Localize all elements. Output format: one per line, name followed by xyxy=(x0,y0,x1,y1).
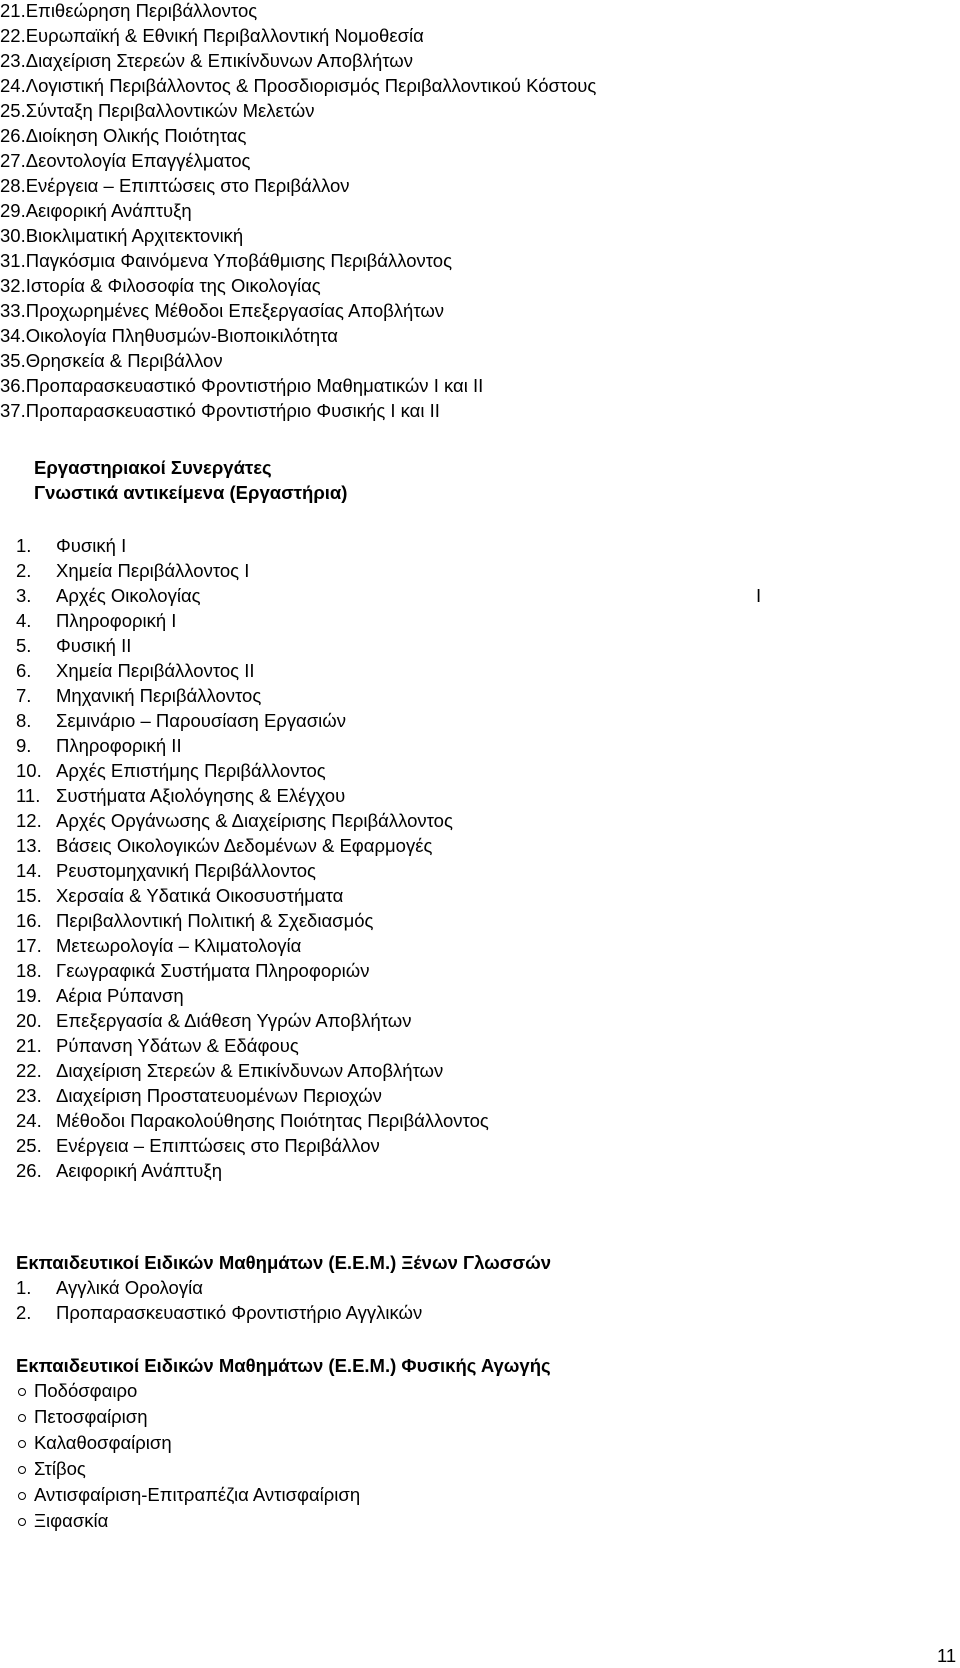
list-item: 7. Μηχανική Περιβάλλοντος xyxy=(16,685,262,706)
page-number: 11 xyxy=(937,1645,957,1666)
list-item: 2. Χημεία Περιβάλλοντος Ι xyxy=(16,560,250,581)
list-item: 34.Οικολογία Πληθυσμών-Βιοποικιλότητα xyxy=(0,325,338,346)
list-item: 15. Χερσαία & Υδατικά Οικοσυστήματα xyxy=(16,885,344,906)
list-item: 20. Επεξεργασία & Διάθεση Υγρών Αποβλήτων xyxy=(16,1010,412,1031)
list-item: 19. Αέρια Ρύπανση xyxy=(16,985,184,1006)
bullet-icon xyxy=(18,1414,26,1422)
list-item: 5. Φυσική ΙΙ xyxy=(16,635,132,656)
bullet-item: Αντισφαίριση-Επιτραπέζια Αντισφαίριση xyxy=(0,1484,900,1506)
stray-char: Ι xyxy=(756,585,762,606)
list-item: 26. Αειφορική Ανάπτυξη xyxy=(16,1160,222,1181)
list-item: 9. Πληροφορική ΙΙ xyxy=(16,735,182,756)
list-item: 28.Ενέργεια – Επιπτώσεις στο Περιβάλλον xyxy=(0,175,350,196)
list-item: 37.Προπαρασκευαστικό Φροντιστήριο Φυσικής Ι και ΙΙ xyxy=(0,400,440,421)
list-item: 25.Σύνταξη Περιβαλλοντικών Μελετών xyxy=(0,100,315,121)
section-heading-languages: Εκπαιδευτικοί Ειδικών Μαθημάτων (Ε.Ε.Μ.) Ξένων Γλωσσών xyxy=(16,1252,552,1273)
list-item: 14. Ρευστομηχανική Περιβάλλοντος xyxy=(16,860,316,881)
list-item: 17. Μετεωρολογία – Κλιματολογία xyxy=(16,935,302,956)
list-item: 1. Αγγλικά Ορολογία xyxy=(16,1277,203,1298)
bullet-icon xyxy=(18,1388,26,1396)
list-item: 21.Επιθεώρηση Περιβάλλοντος xyxy=(0,0,258,21)
bullet-icon xyxy=(18,1440,26,1448)
bullet-item: Στίβος xyxy=(0,1458,900,1480)
list-item: 21. Ρύπανση Υδάτων & Εδάφους xyxy=(16,1035,299,1056)
list-item: 25. Ενέργεια – Επιπτώσεις στο Περιβάλλον xyxy=(16,1135,380,1156)
bullet-icon xyxy=(18,1492,26,1500)
list-item: 13. Βάσεις Οικολογικών Δεδομένων & Εφαρμογές xyxy=(16,835,433,856)
list-item: 12. Αρχές Οργάνωσης & Διαχείρισης Περιβάλλοντος xyxy=(16,810,453,831)
list-item: 26.Διοίκηση Ολικής Ποιότητας xyxy=(0,125,247,146)
bullet-icon xyxy=(18,1518,26,1526)
list-item: 22.Ευρωπαϊκή & Εθνική Περιβαλλοντική Νομοθεσία xyxy=(0,25,424,46)
list-item: 1. Φυσική Ι xyxy=(16,535,127,556)
section-subheading-lab: Γνωστικά αντικείμενα (Εργαστήρια) xyxy=(34,482,348,503)
list-item: 23.Διαχείριση Στερεών & Επικίνδυνων Αποβλήτων xyxy=(0,50,413,71)
bullet-item: Πετοσφαίριση xyxy=(0,1406,900,1428)
list-item: 31.Παγκόσμια Φαινόμενα Υποβάθμισης Περιβάλλοντος xyxy=(0,250,452,271)
list-item: 27.Δεοντολογία Επαγγέλματος xyxy=(0,150,251,171)
section-heading-physical-education: Εκπαιδευτικοί Ειδικών Μαθημάτων (Ε.Ε.Μ.) Φυσικής Αγωγής xyxy=(16,1355,551,1376)
list-item: 2. Προπαρασκευαστικό Φροντιστήριο Αγγλικών xyxy=(16,1302,423,1323)
list-item: 33.Προχωρημένες Μέθοδοι Επεξεργασίας Αποβλήτων xyxy=(0,300,445,321)
list-item: 18. Γεωγραφικά Συστήματα Πληροφοριών xyxy=(16,960,370,981)
bullet-item: Καλαθοσφαίριση xyxy=(0,1432,900,1454)
list-item: 4. Πληροφορική Ι xyxy=(16,610,177,631)
list-item: 8. Σεμινάριο – Παρουσίαση Εργασιών xyxy=(16,710,346,731)
list-item: 24. Μέθοδοι Παρακολούθησης Ποιότητας Περιβάλλοντος xyxy=(16,1110,489,1131)
bullet-item: Ποδόσφαιρο xyxy=(0,1380,900,1402)
section-heading-lab: Εργαστηριακοί Συνεργάτες xyxy=(34,457,272,478)
list-item: 30.Βιοκλιματική Αρχιτεκτονική xyxy=(0,225,244,246)
list-item: 32.Ιστορία & Φιλοσοφία της Οικολογίας xyxy=(0,275,321,296)
list-item: 29.Αειφορική Ανάπτυξη xyxy=(0,200,192,221)
list-item: 10. Αρχές Επιστήμης Περιβάλλοντος xyxy=(16,760,326,781)
list-item: 24.Λογιστική Περιβάλλοντος & Προσδιορισμός Περιβαλλοντικού Κόστους xyxy=(0,75,597,96)
bullet-icon xyxy=(18,1466,26,1474)
list-item: 35.Θρησκεία & Περιβάλλον xyxy=(0,350,223,371)
list-item: 36.Προπαρασκευαστικό Φροντιστήριο Μαθηματικών Ι και ΙΙ xyxy=(0,375,484,396)
bullet-item: Ξιφασκία xyxy=(0,1510,900,1532)
list-item: 23. Διαχείριση Προστατευομένων Περιοχών xyxy=(16,1085,382,1106)
list-item: 22. Διαχείριση Στερεών & Επικίνδυνων Αποβλήτων xyxy=(16,1060,444,1081)
list-item: 16. Περιβαλλοντική Πολιτική & Σχεδιασμός xyxy=(16,910,374,931)
list-item: 6. Χημεία Περιβάλλοντος ΙΙ xyxy=(16,660,255,681)
list-item: 11. Συστήματα Αξιολόγησης & Ελέγχου xyxy=(16,785,346,806)
list-item: 3. Αρχές Οικολογίας Ι xyxy=(16,585,762,606)
